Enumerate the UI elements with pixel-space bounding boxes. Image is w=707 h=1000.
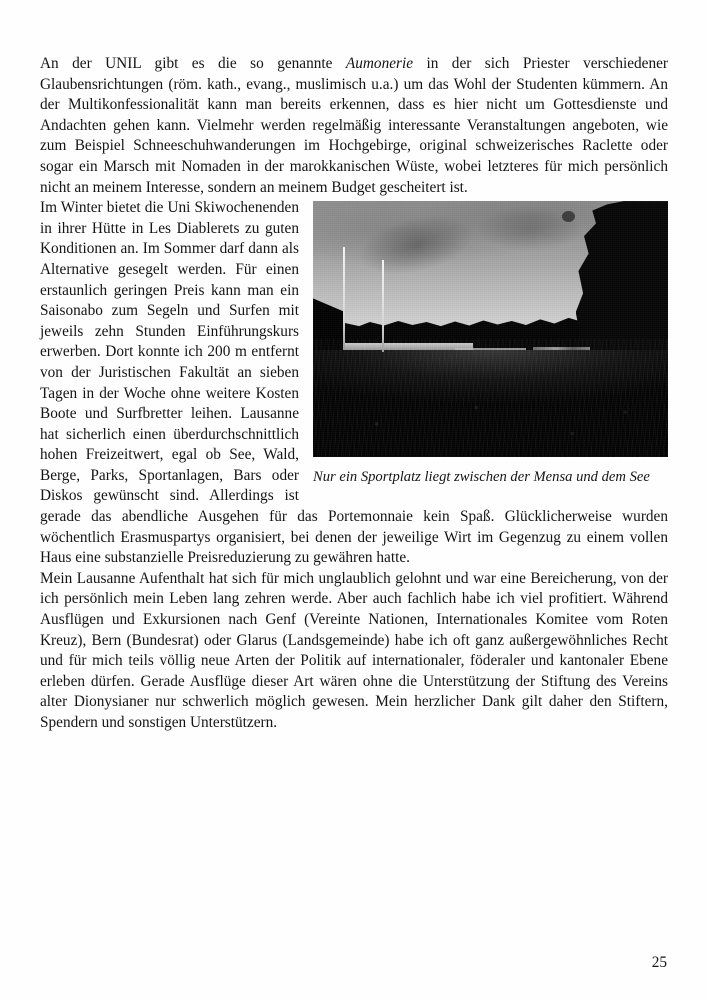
paragraph-3: Mein Lausanne Aufenthalt hat sich für mich unglaublich gelohnt und war eine Bereicherung, von der ich persönlich mein Leben lang zehren werde. Aber auch fachlich habe ich viel profitiert. Während Ausflügen und Exkursionen nach Genf (Vereinte Nationen, Internationales Komitee vom Roten Kreuz), Bern (Bundesrat) oder Glarus (Landsgemeinde) habe ich oft ganz außergewöhnliches Recht und für mich teils völlig neue Arten der Politik auf internationaler, föderaler und kantonaler Ebene erleben dürfen. Gerade Ausflüge dieser Art wären ohne die Unterstützung der Stiftung des Vereins alter Dionysianer nur schwerlich möglich gewesen. Mein herzlicher Dank gilt daher den Stiftern, Spendern und sonstigen Unterstützern. [40, 569, 668, 731]
emphasis-aumonerie: Aumonerie [345, 55, 413, 72]
photo-goal-post-right [382, 260, 384, 352]
paragraph-1 [40, 54, 668, 198]
photo-grass-texture [313, 339, 668, 457]
figure-caption: Nur ein Sportplatz liegt zwischen der Mensa und dem See [313, 469, 650, 486]
paragraph-1-part-b: in der sich Priester verschiedener Glaubensrichtungen (röm. kath., evang., muslimisch u.a.) um das Wohl der Studenten kümmern. An der Multikonfessionalität kann man bereits erkennen, dass es hier nicht um Gottesdienste und Andachten gehen kann. Vielmehr werden regelmäßig interessante Veranstaltungen angeboten, wie zum Beispiel Schneeschuhwanderungen im Hochgebirge, original schweizerisches Raclette oder sogar ein Marsch mit Nomaden in der marokkanischen Wüste, wobei letzteres für mich persönlich nicht an meinem Interesse, sondern an meinem Budget gescheitert ist. [40, 55, 669, 196]
photo-sports-field [313, 201, 668, 457]
paragraph-2: Im Winter bietet die Uni Skiwochenenden in ihrer Hütte in Les Diablerets zu guten Konditionen an. Im Sommer darf dann als Alternative gesegelt werden. Für einen erstaunlich geringen Preis kann man ein Saisonabo zum Segeln und Surfen mit jeweils zehn Stunden Einführungskurs erwerben. Dort konnte ich 200 m entfernt von der Juristischen Fakultät an sieben Tagen in der Woche ohne weitere Kosten Boote und Surfbretter leihen. Lausanne hat sicherlich einen überdurchschnittlich hohen Freizeitwert, egal ob See, Wald, Berge, Parks, Sportanlagen, Bars oder Diskos gewünscht sind. Allerdings ist gerade das abendliche Ausgehen für das Portemonnaie kein Spaß. Glücklicherweise wurden wöchentlich Erasmuspartys organisiert, bei denen der jeweilige Wirt im Gegenzug zu einem vollen Haus eine substanzielle Preisreduzierung zu gewähren hatte. [40, 199, 668, 567]
page-number: 25 [651, 954, 667, 971]
photo-goal-post-left [343, 247, 345, 349]
photo-dark-spot [562, 211, 575, 222]
paragraph-1-part-a: An der UNIL gibt es die so genannte [40, 55, 346, 72]
text-column [40, 54, 668, 734]
figure-sportplatz [313, 201, 668, 487]
